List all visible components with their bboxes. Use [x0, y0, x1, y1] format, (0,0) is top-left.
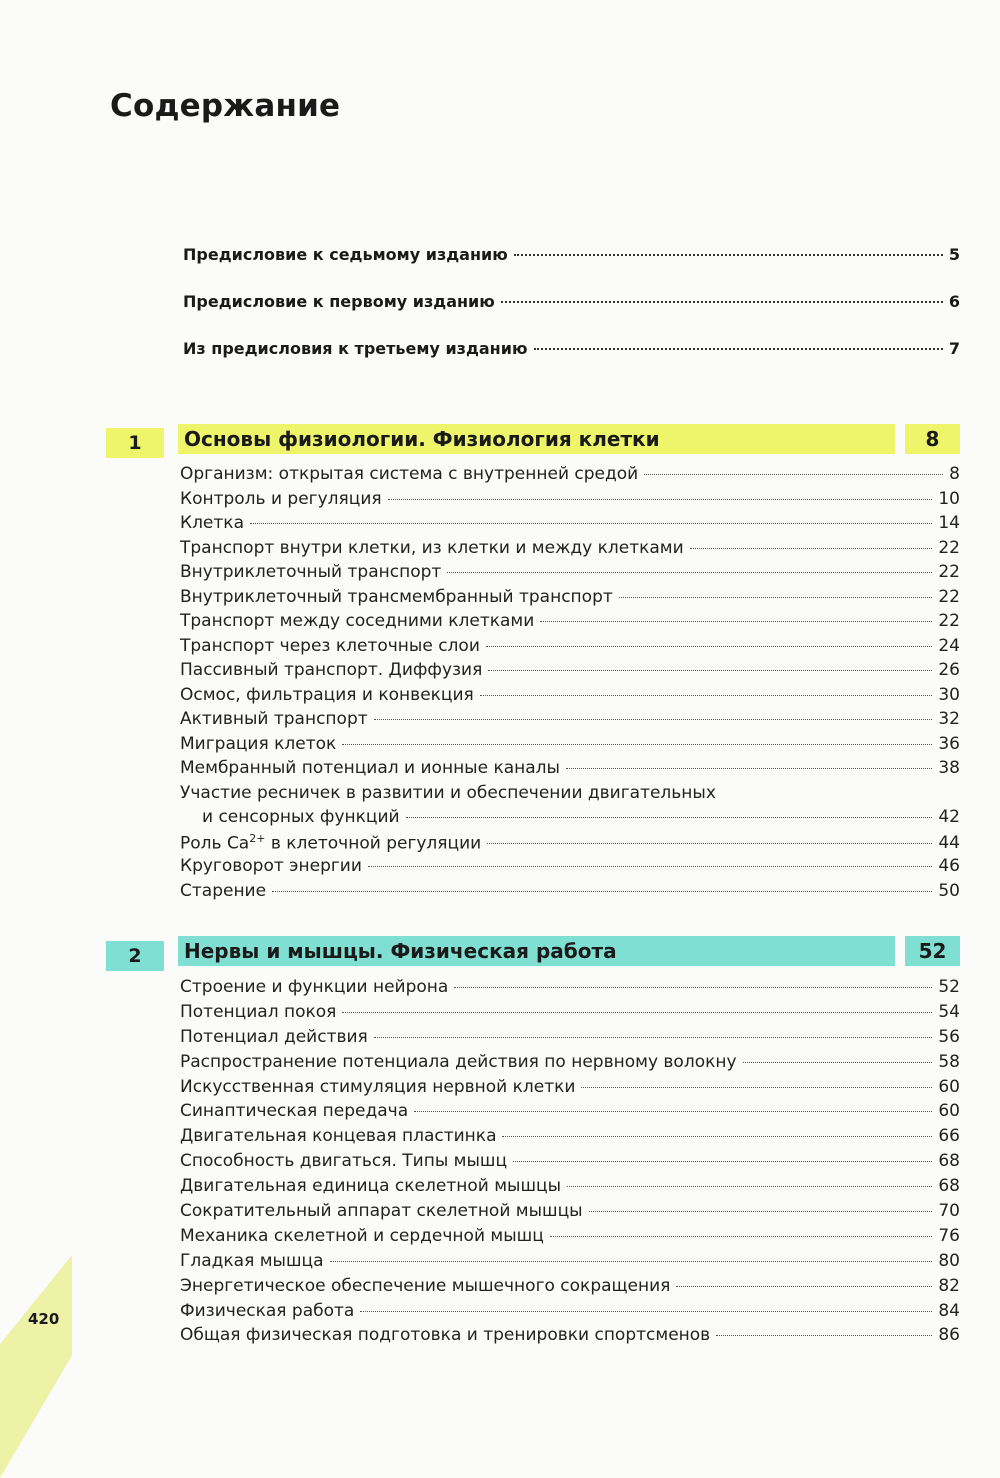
leader-dots [454, 986, 932, 988]
entry-page: 86 [938, 1325, 960, 1346]
leader-dots [690, 547, 933, 549]
leader-dots [447, 571, 932, 573]
chapter-title[interactable]: Нервы и мышцы. Физическая работа [178, 936, 895, 966]
leader-dots [743, 1061, 933, 1063]
toc-entry[interactable] [180, 1151, 960, 1176]
toc-entry[interactable] [180, 1077, 960, 1102]
entry-title: Общая физическая подготовка и тренировки спортсменов [180, 1325, 711, 1346]
toc-entry[interactable] [180, 1027, 960, 1052]
entry-title: Участие ресничек в развитии и обеспечении двигательных [180, 782, 716, 803]
entry-title-suffix: в клеточной регуляции [265, 833, 482, 854]
entry-page: 24 [938, 635, 960, 656]
leader-dots [388, 498, 933, 500]
toc-entry[interactable] [180, 758, 960, 783]
entry-title: Мембранный потенциал и ионные каналы [180, 758, 560, 778]
chapter-entries [180, 977, 960, 1350]
toc-entry[interactable] [180, 1052, 960, 1077]
leader-dots [250, 522, 932, 524]
entry-page: 30 [938, 684, 960, 705]
leader-dots [644, 473, 943, 475]
chapter-page: 52 [905, 936, 960, 966]
toc-entry[interactable] [180, 1301, 960, 1326]
leader-dots [374, 718, 933, 720]
chapter-title[interactable]: Основы физиологии. Физиология клетки [178, 424, 895, 454]
entry-title: Сократительный аппарат скелетной мышцы [180, 1201, 583, 1222]
entry-title-prefix: Роль Ca [180, 833, 250, 854]
toc-entry[interactable] [180, 636, 960, 661]
entry-title: Старение [180, 880, 267, 901]
toc-entry[interactable] [180, 1201, 960, 1226]
entry-title: Круговорот энергии [180, 856, 362, 876]
entry-page: 54 [938, 1001, 960, 1022]
page-number: 420 [28, 1310, 60, 1328]
entry-title: Искусственная стимуляция нервной клетки [180, 1076, 576, 1097]
entry-page: 32 [938, 709, 960, 729]
toc-entry-continuation[interactable] [180, 807, 960, 832]
entry-title: Контроль и регуляция [180, 488, 382, 509]
entry-page: 82 [938, 1275, 960, 1296]
entry-title: Распространение потенциала действия по нервному волокну [180, 1051, 737, 1072]
toc-entry[interactable] [180, 1002, 960, 1027]
toc-entry[interactable] [180, 513, 960, 538]
toc-entry[interactable] [180, 489, 960, 514]
entry-title: Физическая работа [180, 1300, 355, 1321]
leader-dots [342, 743, 932, 745]
leader-dots [406, 816, 933, 818]
toc-entry[interactable] [180, 562, 960, 587]
entry-title: Потенциал покоя [180, 1001, 337, 1022]
entry-page: 8 [949, 464, 960, 484]
leader-dots [567, 1185, 932, 1187]
entry-page: 36 [938, 733, 960, 754]
leader-dots [368, 865, 932, 867]
entry-page: 50 [938, 880, 960, 901]
entry-page: 80 [938, 1250, 960, 1271]
entry-page: 22 [938, 537, 960, 558]
entry-title: Пассивный транспорт. Диффузия [180, 660, 483, 680]
toc-entry[interactable] [180, 1126, 960, 1151]
leader-dots [550, 1235, 933, 1237]
entry-page: 70 [938, 1201, 960, 1222]
toc-entry[interactable] [180, 660, 960, 685]
chapter-page: 8 [905, 424, 960, 454]
entry-title: Строение и функции нейрона [180, 977, 449, 997]
leader-dots [488, 669, 932, 671]
toc-entry[interactable] [180, 611, 960, 636]
leader-dots [716, 1334, 932, 1336]
entry-title-continuation: и сенсорных функций [202, 807, 400, 827]
preface-title: Из предисловия к третьему изданию [183, 339, 528, 358]
toc-entry[interactable] [180, 685, 960, 710]
leader-dots [566, 767, 932, 769]
leader-dots [330, 1260, 933, 1262]
toc-entry[interactable] [180, 1176, 960, 1201]
preface-title: Предисловие к первому изданию [183, 292, 495, 311]
entry-page: 22 [938, 611, 960, 631]
leader-dots [502, 1135, 932, 1137]
entry-title: Способность двигаться. Типы мышц [180, 1151, 508, 1172]
entry-page: 56 [938, 1026, 960, 1047]
entry-title: Двигательная единица скелетной мышцы [180, 1176, 561, 1197]
toc-entry[interactable] [180, 734, 960, 759]
leader-dots [272, 890, 932, 892]
entry-title: Внутриклеточный трансмембранный транспорт [180, 586, 613, 607]
entry-page: 68 [938, 1176, 960, 1197]
entry-page: 52 [938, 977, 960, 997]
page-title: Содержание [110, 88, 341, 124]
leader-dots [360, 1310, 932, 1312]
page-corner-marker [0, 1255, 72, 1478]
entry-title: Активный транспорт [180, 709, 368, 729]
entry-page: 44 [938, 833, 960, 854]
toc-entry[interactable] [180, 1226, 960, 1251]
entry-page: 60 [938, 1101, 960, 1122]
chapter-entries [180, 464, 960, 905]
entry-title: Внутриклеточный транспорт [180, 562, 442, 582]
leader-dots [487, 842, 932, 844]
leader-dots [676, 1285, 932, 1287]
entry-title-superscript: 2+ [249, 831, 266, 845]
entry-title: Синаптическая передача [180, 1101, 409, 1122]
leader-dots [480, 694, 933, 696]
entry-page: 58 [938, 1051, 960, 1072]
entry-title: Двигательная концевая пластинка [180, 1126, 497, 1147]
leader-dots [486, 645, 932, 647]
entry-title [180, 832, 481, 854]
toc-entry[interactable] [180, 538, 960, 563]
entry-title: Гладкая мышца [180, 1250, 324, 1271]
preface-page: 6 [948, 292, 960, 311]
preface-item[interactable] [183, 339, 960, 358]
toc-entry[interactable] [180, 464, 960, 489]
leader-dots [589, 1210, 933, 1212]
entry-title: Миграция клеток [180, 733, 337, 754]
preface-item[interactable] [183, 245, 960, 264]
toc-entry[interactable] [180, 1251, 960, 1276]
toc-entry[interactable] [180, 1101, 960, 1126]
chapter-number-badge: 1 [106, 428, 164, 458]
leader-dots [374, 1036, 933, 1038]
entry-page: 10 [938, 488, 960, 509]
entry-page: 38 [938, 758, 960, 778]
entry-title: Энергетическое обеспечение мышечного сокращения [180, 1275, 671, 1296]
leader-dots [581, 1086, 932, 1088]
toc-entry[interactable] [180, 881, 960, 906]
toc-entry[interactable] [180, 587, 960, 612]
entry-page: 22 [938, 562, 960, 582]
entry-title: Транспорт через клеточные слои [180, 635, 480, 656]
entry-page: 68 [938, 1151, 960, 1172]
preface-page: 7 [948, 339, 960, 358]
entry-title: Организм: открытая система с внутренней средой [180, 464, 639, 484]
toc-entry[interactable] [180, 783, 960, 808]
entry-page: 60 [938, 1076, 960, 1097]
toc-entry[interactable] [180, 856, 960, 881]
toc-entry[interactable] [180, 832, 960, 857]
toc-entry[interactable] [180, 1276, 960, 1301]
leader-dots [540, 620, 932, 622]
toc-entry[interactable] [180, 977, 960, 1002]
preface-title: Предисловие к седьмому изданию [183, 245, 508, 264]
entry-title: Осмос, фильтрация и конвекция [180, 684, 474, 705]
leader-dots [514, 253, 943, 256]
entry-page: 14 [938, 513, 960, 533]
entry-page: 76 [938, 1225, 960, 1246]
entry-title: Транспорт между соседними клетками [180, 611, 535, 631]
leader-dots [619, 596, 933, 598]
entry-page: 66 [938, 1126, 960, 1147]
leader-dots [513, 1160, 932, 1162]
entry-title: Потенциал действия [180, 1026, 368, 1047]
entry-page: 26 [938, 660, 960, 680]
preface-item[interactable] [183, 292, 960, 311]
leader-dots [414, 1110, 932, 1112]
entry-page: 22 [938, 586, 960, 607]
preface-page: 5 [948, 245, 960, 264]
entry-title: Механика скелетной и сердечной мышц [180, 1225, 544, 1246]
chapter-number-badge: 2 [106, 941, 164, 971]
entry-title: Транспорт внутри клетки, из клетки и между клетками [180, 537, 684, 558]
toc-entry[interactable] [180, 1325, 960, 1350]
entry-page: 42 [938, 807, 960, 827]
leader-dots [501, 300, 943, 303]
leader-dots [534, 347, 943, 350]
leader-dots [342, 1011, 932, 1013]
entry-page: 84 [938, 1300, 960, 1321]
toc-entry[interactable] [180, 709, 960, 734]
entry-page: 46 [938, 856, 960, 876]
entry-title: Клетка [180, 513, 244, 533]
